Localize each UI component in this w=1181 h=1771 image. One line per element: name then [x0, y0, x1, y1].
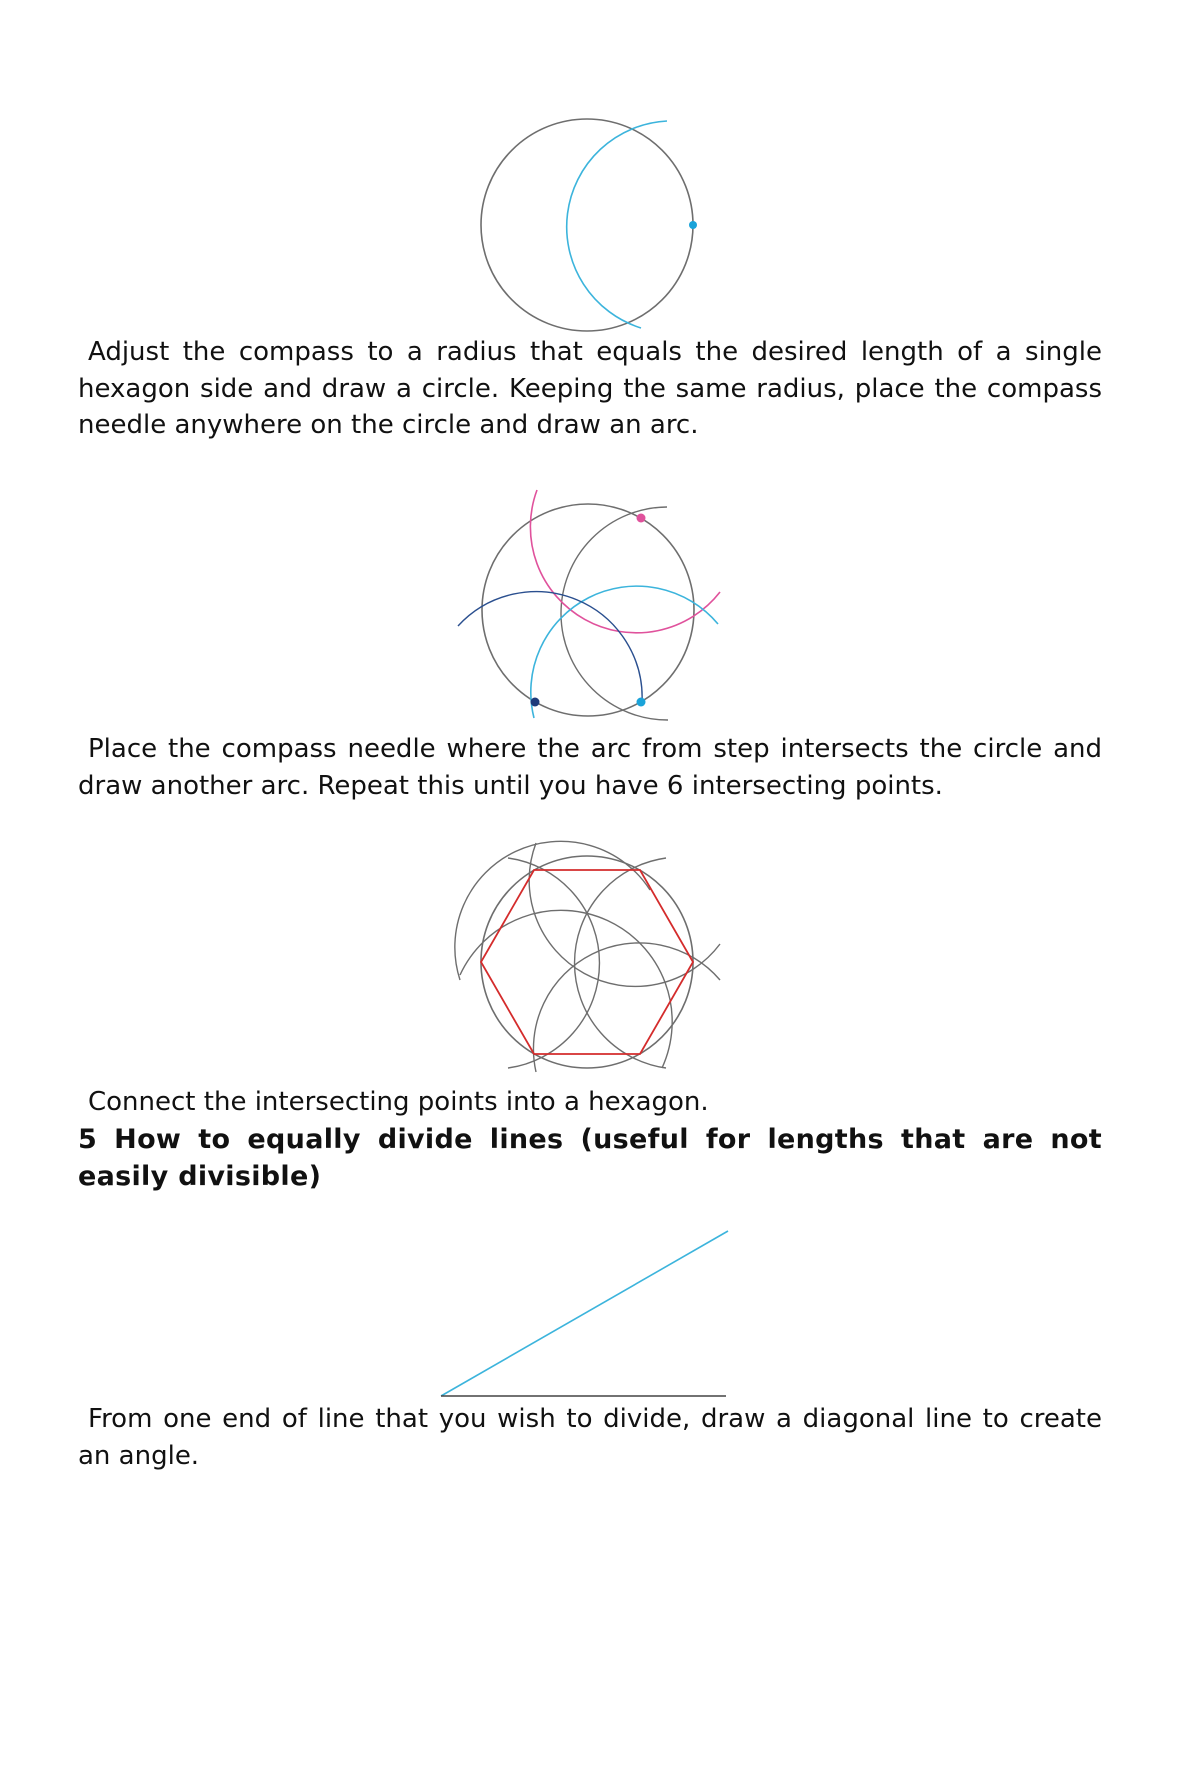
- grey-arc: [561, 507, 668, 720]
- figure-3-svg: [0, 838, 1181, 1100]
- intersection-point-bottom-left: [531, 698, 540, 707]
- step-2-text: Place the compass needle where the arc from step intersects the circle and draw another arc. Repeat this until you have 6 intersecting points.: [78, 734, 1102, 801]
- figure-repeated-arcs: [0, 485, 1181, 730]
- intersection-point-top: [637, 514, 646, 523]
- figure-hexagon: [0, 838, 1181, 1100]
- step-4-paragraph: [78, 1401, 1102, 1474]
- section-5-heading: 5 How to equally divide lines (useful for lengths that are not easily divisible): [78, 1124, 1102, 1192]
- step-1-paragraph: [78, 334, 1102, 444]
- figure-2-svg: [0, 485, 1181, 730]
- hexagon: [481, 870, 693, 1054]
- step-4-text: From one end of line that you wish to divide, draw a diagonal line to create an angle.: [78, 1404, 1102, 1471]
- construction-circle: [481, 856, 693, 1068]
- arc-6: [508, 858, 599, 1068]
- diagonal-line: [441, 1231, 728, 1396]
- arc-4: [460, 910, 672, 1068]
- figure-line-division: [0, 1220, 1181, 1402]
- needle-point: [689, 221, 697, 229]
- arc-2: [575, 858, 666, 1068]
- step-2-paragraph: [78, 731, 1102, 804]
- cyan-arc: [531, 586, 718, 718]
- navy-arc: [458, 592, 642, 703]
- figure-1-svg: [0, 110, 1181, 335]
- first-arc: [567, 121, 667, 328]
- intersection-point-bottom-right: [637, 698, 646, 707]
- step-3-paragraph: [78, 1084, 1102, 1121]
- construction-circle: [481, 119, 693, 331]
- figure-4-svg: [0, 1220, 1181, 1402]
- step-3-text: Connect the intersecting points into a hexagon.: [88, 1087, 709, 1117]
- figure-circle-with-arc: [0, 110, 1181, 335]
- step-1-text: Adjust the compass to a radius that equals the desired length of a single hexagon side and draw a circle. Keeping the same radius, place the compass needle anywhere on the circle and draw an arc.: [78, 337, 1102, 440]
